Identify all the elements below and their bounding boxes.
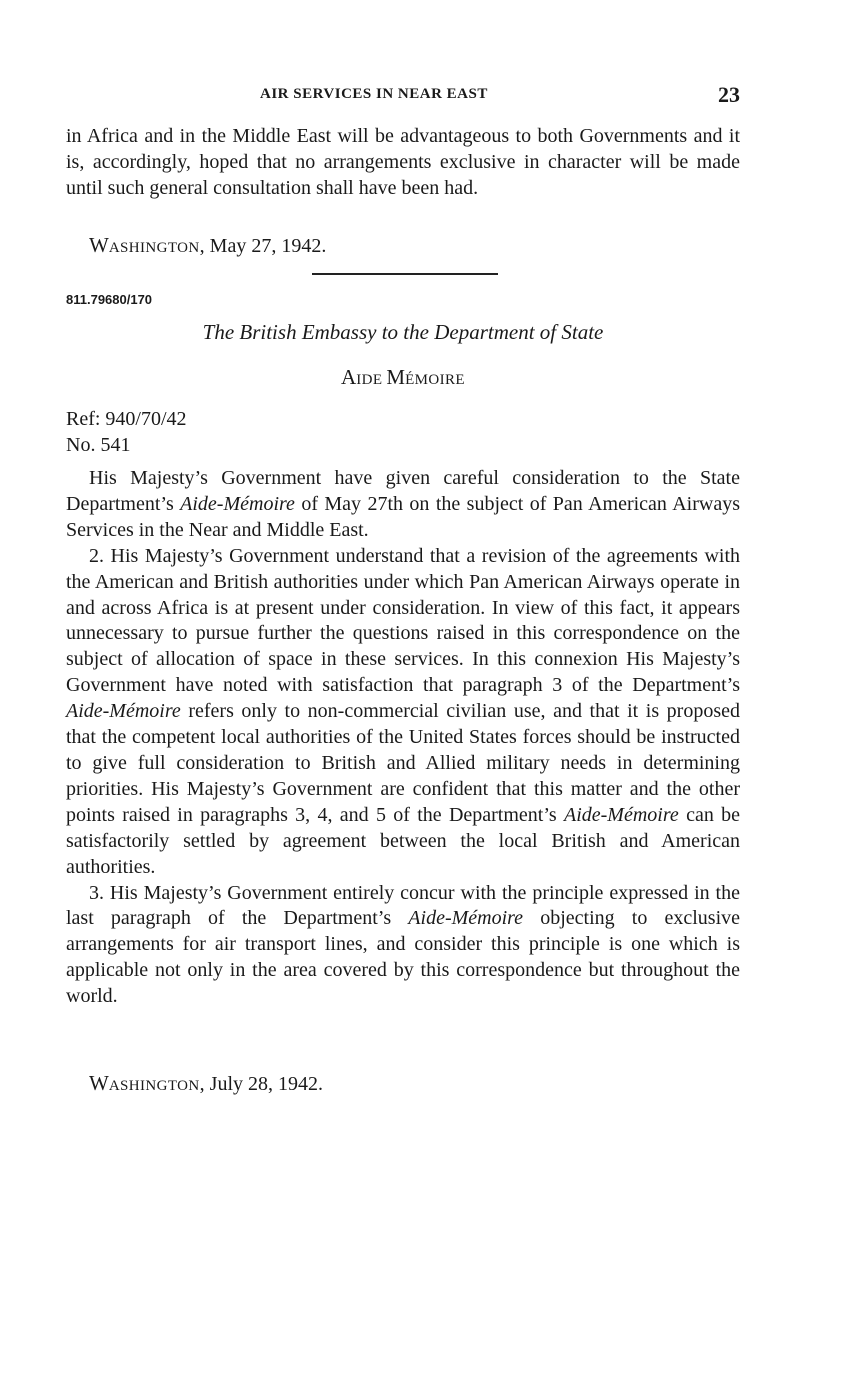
paragraph-3-emphasis: Aide-Mémoire: [408, 907, 524, 930]
subtitle-a-initial: A: [341, 365, 357, 389]
paragraph-2: [66, 544, 740, 881]
continuation-paragraph: [66, 124, 740, 202]
dateline-2: [66, 1071, 323, 1096]
paragraph-3-text-b: objecting to exclusive arrangements for air transport lines, and consider this principle is one which is applicable not only in the area covered by this correspondence but throughout the world.: [66, 907, 741, 1008]
memoire-body: [66, 466, 740, 1010]
dateline-1-date: , May 27, 1942.: [199, 235, 327, 257]
document-subtitle: [66, 365, 740, 390]
paragraph-2-emphasis-1: Aide-Mémoire: [66, 700, 181, 723]
file-number: 811.79680/170: [66, 292, 153, 307]
paragraph-2-text-c: can be satisfactorily settled by agreement between the local British and American authorities.: [66, 803, 741, 878]
dateline-2-date: , July 28, 1942.: [199, 1073, 323, 1095]
subtitle-a-rest: IDE: [356, 372, 383, 388]
dateline-2-place-rest: ASHINGTON: [108, 1078, 200, 1094]
number-line: No. 541: [66, 434, 131, 456]
paragraph-3-text-a: 3. His Majesty’s Government entirely concur with the principle expressed in the last paragraph of the Department’s: [66, 881, 740, 930]
paragraph-1-text-a: His Majesty’s Government have given careful consideration to the State Department’s: [66, 467, 740, 515]
paragraph-3: [66, 881, 740, 1011]
subtitle-b-rest: ÉMOIRE: [405, 372, 465, 388]
dateline-1: [66, 233, 326, 258]
reference-block: [66, 406, 187, 458]
running-head: AIR SERVICES IN NEAR EAST: [260, 86, 488, 102]
page-header: [66, 82, 740, 112]
subtitle-b-initial: M: [386, 365, 406, 389]
paragraph-2-text-b: refers only to non-commercial civilian use, and that it is proposed that the competent local authorities of the United States forces should be instructed to give full consideration to British and Allied military needs in determining priorities. His Majesty’s Government are confident that this matter and the other points raised in paragraphs 3, 4, and 5 of the Department’s: [66, 700, 740, 826]
document-title: The British Embassy to the Department of State: [202, 320, 604, 344]
continuation-text: in Africa and in the Middle East will be advantageous to both Governments and it is, accordingly, hoped that no arrangements exclusive in character will be made until such general consultation shall have been had.: [66, 125, 740, 199]
section-divider: [312, 273, 498, 275]
ref-line: Ref: 940/70/42: [66, 408, 187, 430]
page-number: 23: [718, 82, 740, 107]
paragraph-2-emphasis-2: Aide-Mémoire: [564, 803, 679, 826]
dateline-2-place-initial: W: [89, 1071, 109, 1095]
dateline-1-place-initial: W: [89, 233, 109, 257]
paragraph-1: [66, 466, 740, 544]
paragraph-2-text-a: 2. His Majesty’s Government understand that a revision of the agreements with the American and British authorities under which Pan American Airways operate in and across Africa is at present under consideration. In view of this fact, it appears unnecessary to pursue further the questions raised in this correspondence on the subject of allocation of space in these services. In this connexion His Majesty’s Government have noted with satisfaction that paragraph 3 of the Department’s: [66, 544, 740, 697]
paragraph-1-text-b: of May 27th on the subject of Pan American Airways Services in the Near and Middle East.: [66, 492, 740, 541]
paragraph-1-emphasis: Aide-Mémoire: [180, 492, 295, 515]
dateline-1-place-rest: ASHINGTON: [108, 240, 200, 256]
